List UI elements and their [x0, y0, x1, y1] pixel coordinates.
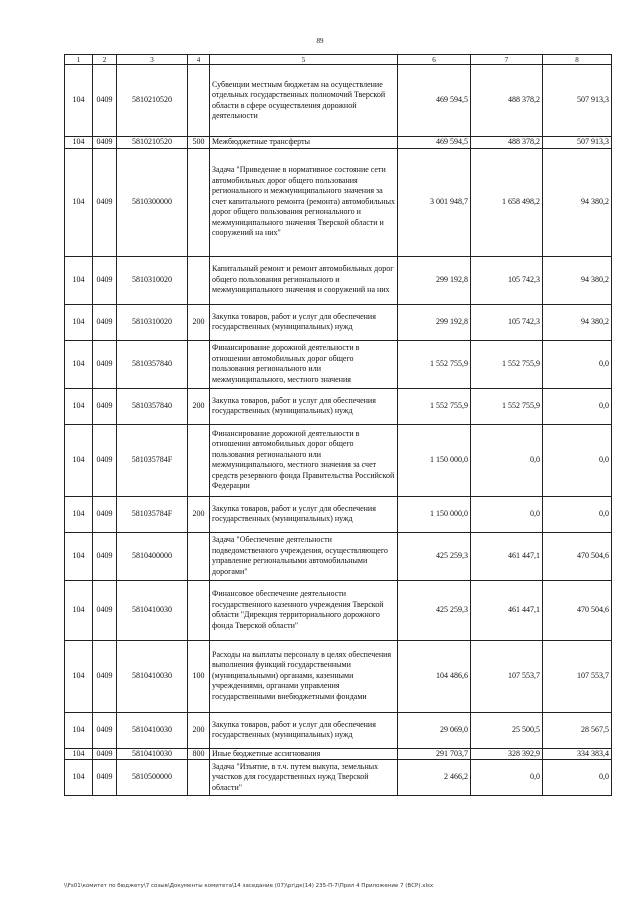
cell-section: 0409	[93, 424, 117, 496]
header-cell: 4	[188, 55, 210, 65]
cell-description: Межбюджетные трансферты	[210, 137, 398, 149]
cell-target: 5810410030	[117, 748, 188, 760]
header-cell: 6	[398, 55, 471, 65]
cell-description: Закупка товаров, работ и услуг для обеспечения государственных (муниципальных) нужд	[210, 496, 398, 532]
cell-section: 0409	[93, 304, 117, 340]
cell-expense-type	[188, 65, 210, 137]
cell-description: Финансирование дорожной деятельности в отношении автомобильных дорог общего пользования регионального или межмуниципального, местного значения за счет средств резервного фонда Правительства Российской Федерации	[210, 424, 398, 496]
cell-target: 581035784F	[117, 424, 188, 496]
cell-amount-3: 507 913,3	[543, 65, 612, 137]
table-row	[65, 65, 612, 137]
cell-amount-1: 104 486,6	[398, 640, 471, 712]
cell-ministry: 104	[65, 256, 93, 304]
table-row	[65, 580, 612, 640]
cell-expense-type	[188, 532, 210, 580]
cell-target: 5810357840	[117, 388, 188, 424]
cell-target: 5810357840	[117, 340, 188, 388]
cell-section: 0409	[93, 496, 117, 532]
cell-expense-type	[188, 580, 210, 640]
cell-ministry: 104	[65, 496, 93, 532]
table-row	[65, 760, 612, 796]
cell-ministry: 104	[65, 748, 93, 760]
cell-amount-3: 334 383,4	[543, 748, 612, 760]
cell-amount-1: 1 552 755,9	[398, 340, 471, 388]
cell-section: 0409	[93, 532, 117, 580]
table-row	[65, 148, 612, 256]
cell-ministry: 104	[65, 580, 93, 640]
budget-table	[64, 54, 612, 796]
cell-amount-3: 470 504,6	[543, 580, 612, 640]
cell-section: 0409	[93, 340, 117, 388]
table-row	[65, 340, 612, 388]
cell-description: Закупка товаров, работ и услуг для обеспечения государственных (муниципальных) нужд	[210, 712, 398, 748]
cell-expense-type	[188, 340, 210, 388]
cell-amount-3: 507 913,3	[543, 137, 612, 149]
cell-description: Финансовое обеспечение деятельности государственного казенного учреждения Тверской области "Дирекция территориального дорожного фонда Тверской области"	[210, 580, 398, 640]
cell-amount-3: 0,0	[543, 424, 612, 496]
header-cell: 8	[543, 55, 612, 65]
header-row	[65, 55, 612, 65]
cell-amount-1: 469 594,5	[398, 137, 471, 149]
cell-section: 0409	[93, 388, 117, 424]
page-number: 89	[316, 37, 324, 45]
cell-ministry: 104	[65, 532, 93, 580]
cell-expense-type: 800	[188, 748, 210, 760]
cell-expense-type: 200	[188, 304, 210, 340]
cell-ministry: 104	[65, 424, 93, 496]
cell-amount-2: 0,0	[471, 496, 543, 532]
cell-amount-1: 425 259,3	[398, 532, 471, 580]
cell-target: 5810310020	[117, 256, 188, 304]
table-row	[65, 256, 612, 304]
cell-amount-3: 0,0	[543, 388, 612, 424]
table-row	[65, 424, 612, 496]
cell-amount-3: 0,0	[543, 760, 612, 796]
cell-amount-1: 425 259,3	[398, 580, 471, 640]
cell-description: Задача "Приведение в нормативное состояние сети автомобильных дорог общего пользования регионального и межмуниципального значения за счет капитального ремонта (ремонта) автомобильных дорог общего пользования регионального и межмуниципального значения Тверской области и сооружений на них"	[210, 148, 398, 256]
cell-section: 0409	[93, 580, 117, 640]
cell-section: 0409	[93, 748, 117, 760]
cell-description: Финансирование дорожной деятельности в отношении автомобильных дорог общего пользования регионального или межмуниципального, местного значения	[210, 340, 398, 388]
cell-description: Субвенции местным бюджетам на осуществление отдельных государственных полномочий Тверской области в сфере осуществления дорожной деятельности	[210, 65, 398, 137]
cell-ministry: 104	[65, 148, 93, 256]
cell-expense-type: 200	[188, 388, 210, 424]
cell-amount-2: 105 742,3	[471, 256, 543, 304]
cell-target: 5810410030	[117, 640, 188, 712]
header-cell: 3	[117, 55, 188, 65]
cell-expense-type	[188, 760, 210, 796]
header-cell: 1	[65, 55, 93, 65]
cell-amount-2: 488 378,2	[471, 137, 543, 149]
cell-ministry: 104	[65, 137, 93, 149]
cell-amount-1: 2 466,2	[398, 760, 471, 796]
table-row	[65, 748, 612, 760]
cell-description: Задача "Изъятие, в т.ч. путем выкупа, земельных участков для государственных нужд Тверской области"	[210, 760, 398, 796]
cell-amount-3: 107 553,7	[543, 640, 612, 712]
header-cell: 7	[471, 55, 543, 65]
cell-ministry: 104	[65, 65, 93, 137]
file-path-footer: \\Fs01\комитет по бюджету\7 созыв\Документы комитета\14 заседание (07)\pr\дк(14) 235-П-7\Прил 4 Приложение 7 (ВСР).xlsx	[64, 883, 434, 889]
cell-amount-1: 3 001 948,7	[398, 148, 471, 256]
cell-target: 5810410030	[117, 712, 188, 748]
cell-amount-2: 1 552 755,9	[471, 340, 543, 388]
cell-description: Расходы на выплаты персоналу в целях обеспечения выполнения функций государственными (муниципальными) органами, казенными учреждениями, органами управления государственными внебюджетными фондами	[210, 640, 398, 712]
cell-amount-1: 469 594,5	[398, 65, 471, 137]
cell-amount-2: 461 447,1	[471, 532, 543, 580]
cell-description: Закупка товаров, работ и услуг для обеспечения государственных (муниципальных) нужд	[210, 388, 398, 424]
cell-amount-2: 105 742,3	[471, 304, 543, 340]
cell-amount-2: 25 500,5	[471, 712, 543, 748]
cell-amount-1: 299 192,8	[398, 304, 471, 340]
cell-ministry: 104	[65, 388, 93, 424]
header-cell: 2	[93, 55, 117, 65]
cell-expense-type: 200	[188, 496, 210, 532]
cell-expense-type: 100	[188, 640, 210, 712]
cell-target: 5810500000	[117, 760, 188, 796]
table-row	[65, 137, 612, 149]
cell-target: 5810400000	[117, 532, 188, 580]
cell-amount-3: 94 380,2	[543, 148, 612, 256]
cell-description: Капитальный ремонт и ремонт автомобильных дорог общего пользования регионального и межмуниципального значения и сооружений на них	[210, 256, 398, 304]
cell-target: 5810300000	[117, 148, 188, 256]
cell-amount-1: 1 552 755,9	[398, 388, 471, 424]
cell-expense-type	[188, 256, 210, 304]
cell-amount-3: 470 504,6	[543, 532, 612, 580]
cell-section: 0409	[93, 256, 117, 304]
cell-section: 0409	[93, 760, 117, 796]
cell-amount-1: 1 150 000,0	[398, 496, 471, 532]
cell-amount-2: 1 658 498,2	[471, 148, 543, 256]
cell-description: Закупка товаров, работ и услуг для обеспечения государственных (муниципальных) нужд	[210, 304, 398, 340]
cell-amount-1: 29 069,0	[398, 712, 471, 748]
cell-expense-type	[188, 148, 210, 256]
cell-amount-2: 0,0	[471, 424, 543, 496]
table-row	[65, 388, 612, 424]
cell-description: Задача "Обеспечение деятельности подведомственного учреждения, осуществляющего управление региональными автомобильными дорогами"	[210, 532, 398, 580]
cell-amount-2: 0,0	[471, 760, 543, 796]
cell-section: 0409	[93, 640, 117, 712]
cell-expense-type: 500	[188, 137, 210, 149]
header-cell: 5	[210, 55, 398, 65]
cell-amount-1: 299 192,8	[398, 256, 471, 304]
cell-amount-1: 291 703,7	[398, 748, 471, 760]
cell-expense-type: 200	[188, 712, 210, 748]
cell-target: 5810310020	[117, 304, 188, 340]
table-row	[65, 304, 612, 340]
cell-amount-3: 0,0	[543, 340, 612, 388]
cell-amount-3: 94 380,2	[543, 256, 612, 304]
cell-target: 5810210520	[117, 65, 188, 137]
cell-target: 581035784F	[117, 496, 188, 532]
cell-target: 5810410030	[117, 580, 188, 640]
cell-amount-3: 28 567,5	[543, 712, 612, 748]
cell-section: 0409	[93, 65, 117, 137]
cell-amount-2: 328 392,9	[471, 748, 543, 760]
cell-amount-3: 94 380,2	[543, 304, 612, 340]
cell-section: 0409	[93, 137, 117, 149]
cell-expense-type	[188, 424, 210, 496]
cell-amount-2: 1 552 755,9	[471, 388, 543, 424]
cell-section: 0409	[93, 148, 117, 256]
cell-ministry: 104	[65, 760, 93, 796]
cell-amount-3: 0,0	[543, 496, 612, 532]
cell-ministry: 104	[65, 640, 93, 712]
table-row	[65, 496, 612, 532]
cell-description: Иные бюджетные ассигнования	[210, 748, 398, 760]
cell-ministry: 104	[65, 304, 93, 340]
cell-amount-2: 488 378,2	[471, 65, 543, 137]
cell-amount-2: 461 447,1	[471, 580, 543, 640]
table-row	[65, 532, 612, 580]
cell-section: 0409	[93, 712, 117, 748]
cell-amount-2: 107 553,7	[471, 640, 543, 712]
table-row	[65, 640, 612, 712]
table-row	[65, 712, 612, 748]
cell-ministry: 104	[65, 712, 93, 748]
cell-ministry: 104	[65, 340, 93, 388]
cell-target: 5810210520	[117, 137, 188, 149]
cell-amount-1: 1 150 000,0	[398, 424, 471, 496]
